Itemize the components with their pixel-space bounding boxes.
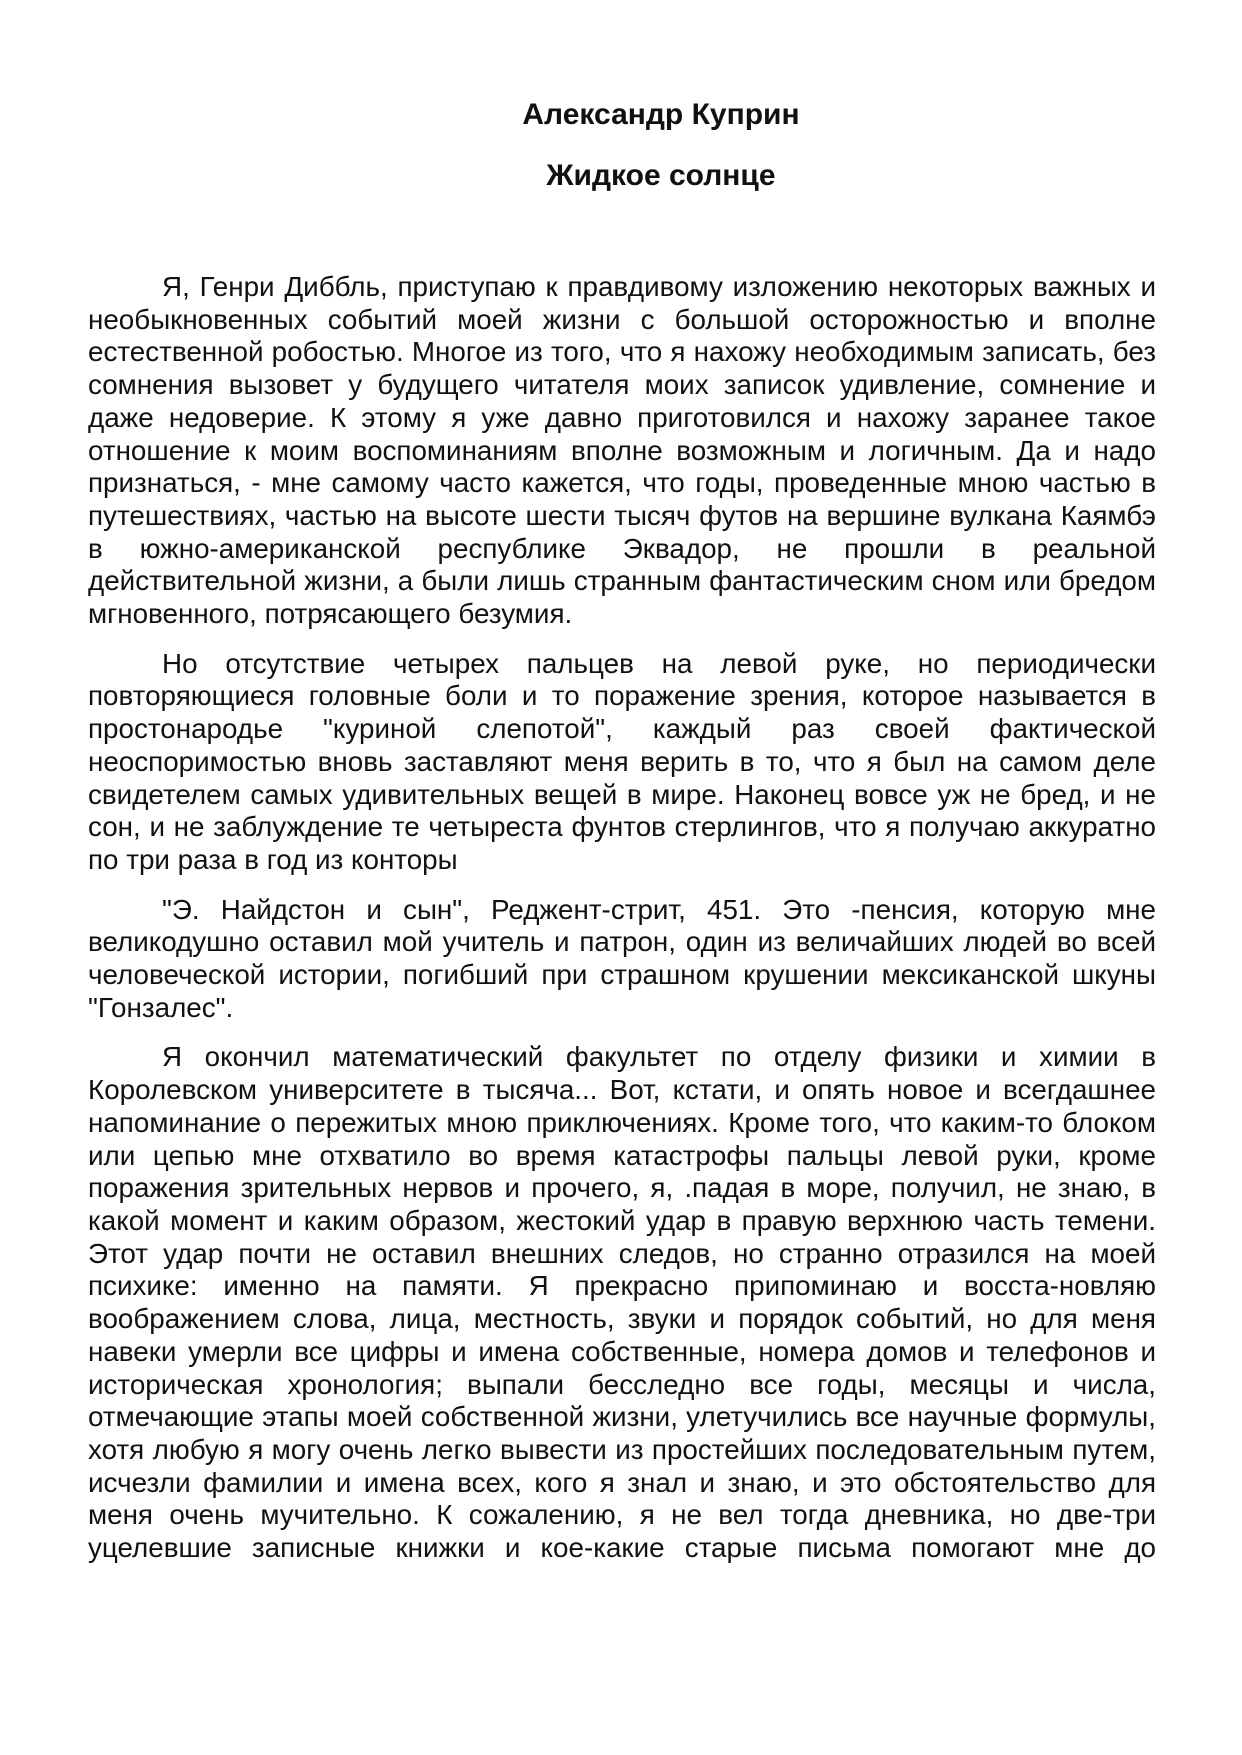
paragraph: Я, Генри Диббль, приступаю к правдивому изложению некоторых важных и необыкновенных событий моей жизни с большой осторожностью и вполне естественной робостью. Многое из того, что я нахожу необходимым записать, без сомнения вызовет у будущего читателя моих записок удивление, сомнение и даже недоверие. К этому я уже давно приготовился и нахожу заранее такое отношение к моим воспоминаниям вполне возможным и логичным. Да и надо признаться, - мне самому часто кажется, что годы, проведенные мною частью в путешествиях, частью на высоте шести тысяч футов на вершине вулкана Каямбэ в южно-американской республике Эквадор, не прошли в реальной действительной жизни, а были лишь странным фантастическим сном или бредом мгновенного, потрясающего безумия. bbox=[88, 271, 1156, 630]
book-title: Жидкое солнце bbox=[546, 159, 776, 192]
paragraph: "Э. Найдстон и сын", Реджент-стрит, 451. Это -пенсия, которую мне великодушно оставил мой учитель и патрон, один из величайших людей во всей человеческой истории, погибший при страшном крушении мексиканской шкуны "Гонзалес". bbox=[88, 893, 1156, 1023]
body-text bbox=[88, 271, 1156, 1582]
paragraph: Но отсутствие четырех пальцев на левой руке, но периодически повторяющиеся головные боли и то поражение зрения, которое называется в простонародье "куриной слепотой", каждый раз своей фактической неоспоримостью вновь заставляют меня верить в то, что я был на самом деле свидетелем самых удивительных вещей в мире. Наконец вовсе уж не бред, и не сон, и не заблуждение те четыреста фунтов стерлингов, что я получаю аккуратно по три раза в год из конторы bbox=[88, 647, 1156, 875]
author-name: Александр Куприн bbox=[522, 98, 800, 131]
paragraph: Я окончил математический факультет по отделу физики и химии в Королевском университете в тысяча... Вот, кстати, и опять новое и всегдашнее напоминание о пережитых мною приключениях. Кроме того, что каким-то блоком или цепью мне отхватило во время катастрофы пальцы левой руки, кроме поражения зрительных нервов и прочего, я, .падая в море, получил, не знаю, в какой момент и каким образом, жестокий удар в правую верхнюю часть темени. Этот удар почти не оставил внешних следов, но странно отразился на моей психике: именно на памяти. Я прекрасно припоминаю и восста-новляю воображением слова, лица, местность, звуки и порядок событий, но для меня навеки умерли все цифры и имена собственные, номера домов и телефонов и историческая хронология; выпали бесследно все годы, месяцы и числа, отмечающие этапы моей собственной жизни, улетучились все научные формулы, хотя любую я могу очень легко вывести из простейших последовательным путем, исчезли фамилии и имена всех, кого я знал и знаю, и это обстоятельство для меня очень мучительно. К сожалению, я не вел тогда дневника, но две-три уцелевшие записные книжки и кое-какие старые письма помогают мне до bbox=[88, 1041, 1156, 1564]
